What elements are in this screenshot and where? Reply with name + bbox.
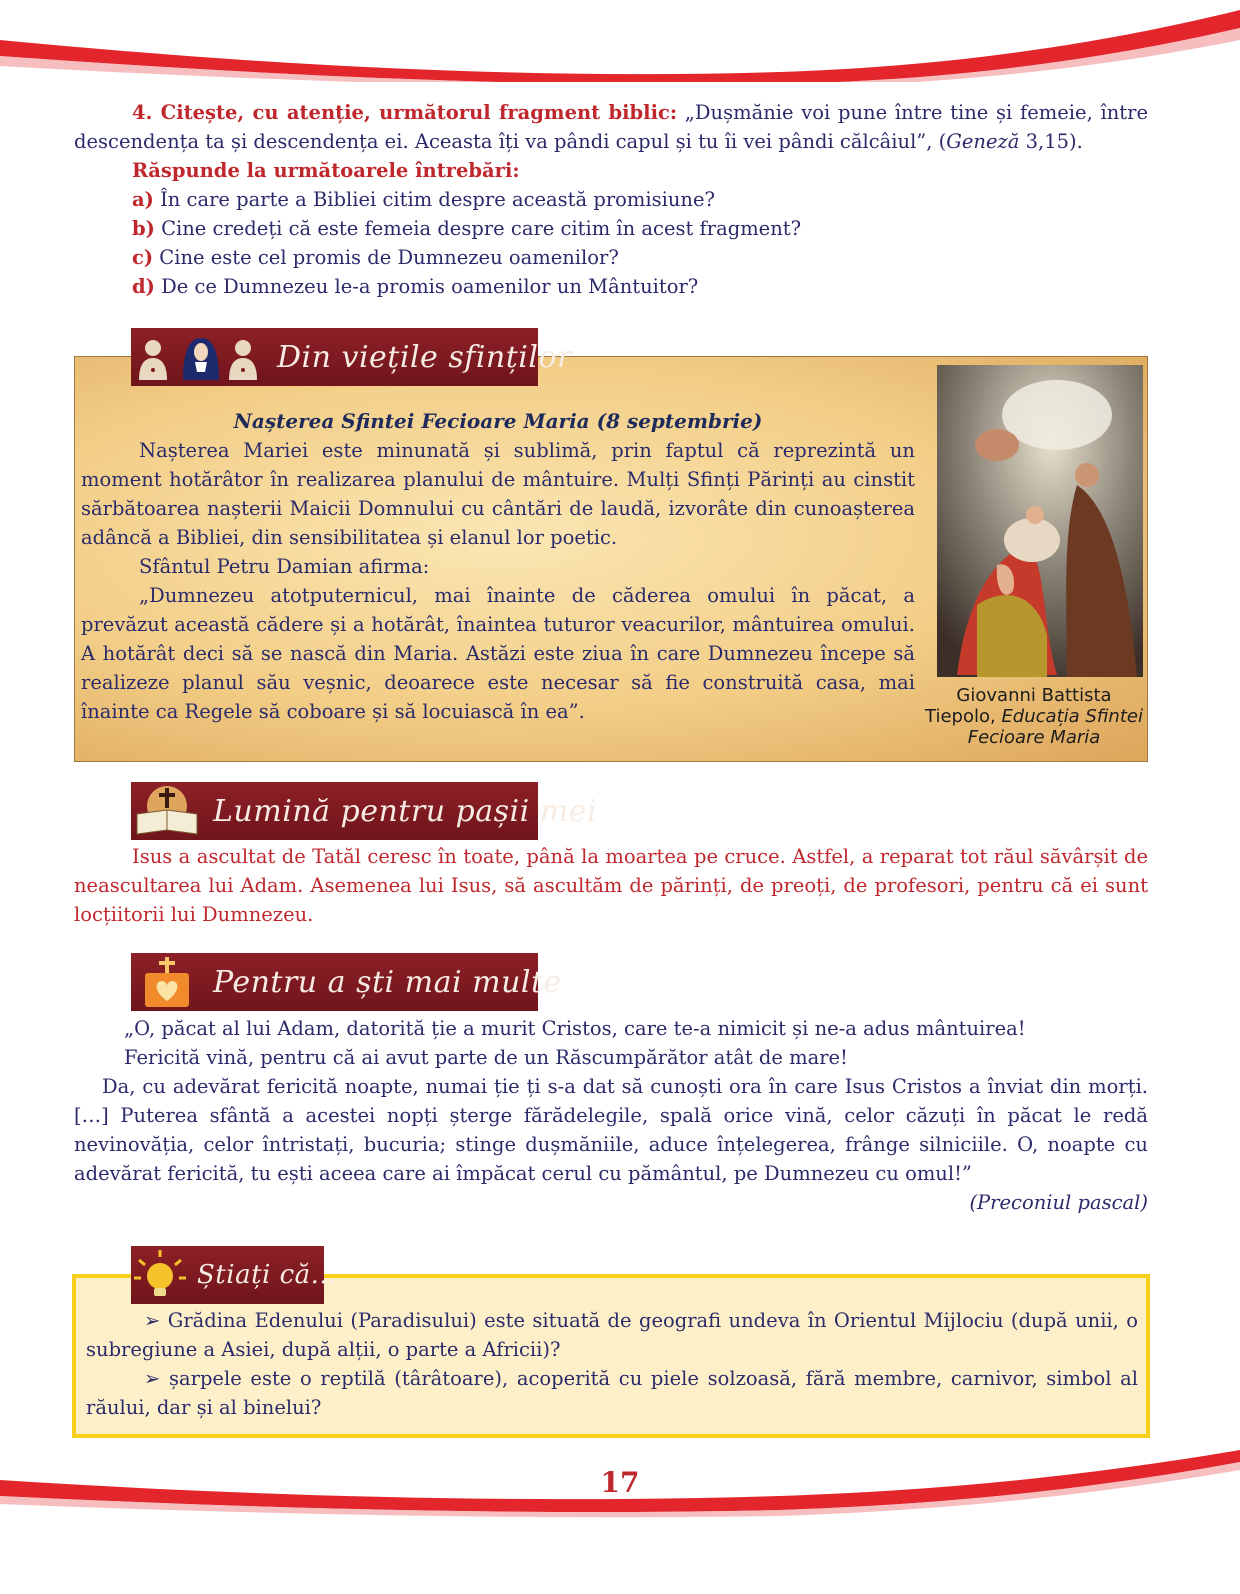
paschal-proclamation-text: [74, 1014, 1148, 1217]
question-label: d): [132, 275, 155, 298]
heart-cross-icon: [131, 955, 205, 1009]
banner-light-title: Lumină pentru pașii mei: [213, 793, 598, 829]
light-text: Isus a ascultat de Tatăl ceresc în toate, până la moartea pe cruce. Astfel, a reparat tot răul săvârșit de neascultarea lui Adam. Asemenea lui Isus, să ascultăm de părinți, de preoți, de profesori, pentru că ei sunt locțiitorii lui Dumnezeu.: [74, 845, 1148, 926]
saints-story-title: Nașterea Sfintei Fecioare Maria (8 septembrie): [233, 409, 763, 433]
saints-paragraph: Nașterea Mariei este minunată și sublimă, prin faptul că reprezintă un moment hotărâtor în realizarea planului de mântuire. Mulți Sfinți Părinți au cinstit sărbătoarea nașterii Maicii Domnului cu cântări de laudă, izvorâte din cunoașterea adâncă a Bibliei, din sensibilitatea și elanul lor poetic.: [81, 439, 915, 549]
tiepolo-painting-image: [937, 365, 1143, 677]
question-a: [132, 185, 1148, 214]
more-paragraph: Da, cu adevărat fericită noapte, numai ție ți s-a dat să cunoști ora în care Isus Cristos a înviat din morți. […] Puterea sfântă a acestei nopți șterge fărădelegile, spală orice vină, celor căzuți în păcat le redă nevinovăția, celor întristați, bucuria; stinge dușmăniile, aduce înțelegerea, frânge silniciile. O, noapte cu adevărat fericită, tu ești aceea care ai împăcat cerul cu pământul, pe Dumnezeu cu omul!”: [74, 1075, 1148, 1185]
exercise-4-quote: „Dușmănie voi pune între tine și femeie, între descendența ta și descendența ei. Aceasta îți va pândi capul și tu îi vei pândi călcâiul”, (: [74, 101, 1148, 153]
question-label: c): [132, 246, 154, 269]
painting-caption: [921, 685, 1147, 748]
saints-paragraph: Sfântul Petru Damian afirma:: [139, 555, 430, 578]
saints-text: [81, 407, 915, 726]
open-bible-icon: [131, 784, 205, 838]
question-label: b): [132, 217, 155, 240]
exercise-4-ref-rest: 3,15).: [1019, 130, 1083, 153]
did-you-know-item: [86, 1306, 1138, 1364]
bible-icon-wrap: [131, 784, 205, 838]
did-you-know-item: [86, 1364, 1138, 1422]
banner-more-title: Pentru a ști mai multe: [213, 964, 562, 1000]
arrow-bullet-icon: ➢: [144, 1367, 161, 1390]
exercise-4-prompt: [74, 98, 1148, 156]
exercise-4-ref-book: Geneză: [946, 130, 1020, 153]
exercise-4-heading: 4. Citește, cu atenție, următorul fragment biblic:: [132, 101, 678, 124]
question-text: De ce Dumnezeu le-a promis oamenilor un Mântuitor?: [154, 275, 699, 298]
did-you-know-item-text: Grădina Edenului (Paradisului) este situată de geografi undeva în Orientul Mijlociu (după unii, o subregiune a Asiei, după alții, o parte a Africii)?: [86, 1309, 1138, 1361]
questions-heading: Răspunde la următoarele întrebări:: [132, 159, 520, 182]
banner-did-you-know: [131, 1246, 337, 1304]
lightbulb-icon: [131, 1248, 189, 1302]
question-text: În care parte a Bibliei citim despre această promisiune?: [153, 188, 715, 211]
more-source: (Preconiul pascal): [969, 1191, 1148, 1214]
question-label: a): [132, 188, 154, 211]
arrow-bullet-icon: ➢: [144, 1309, 161, 1332]
banner-saints-title: Din viețile sfinților: [277, 339, 572, 375]
caption-work: Educația Sfintei Fecioare Maria: [967, 706, 1143, 748]
question-text: Cine credeți că este femeia despre care citim în acest fragment?: [154, 217, 802, 240]
did-you-know-text: [86, 1306, 1138, 1422]
did-you-know-item-text: șarpele este o reptilă (târâtoare), acoperită cu piele solzoasă, fără membre, carnivor, simbol al răului, dar și al binelui?: [86, 1367, 1139, 1419]
question-b: [132, 214, 1148, 243]
heart-book-icon-wrap: [131, 955, 205, 1009]
exercise-4: [74, 98, 1148, 301]
banner-light-for-my-steps: [131, 782, 598, 840]
banner-saints-lives: [131, 328, 572, 386]
more-line: „O, păcat al lui Adam, datorită ție a murit Cristos, care te-a nimicit și ne-a adus mântuirea!: [124, 1017, 1026, 1040]
banner-did-you-know-title: Știați că...: [197, 1260, 337, 1290]
banner-to-know-more: [131, 953, 562, 1011]
question-d: [132, 272, 1148, 301]
saints-icon: [131, 332, 269, 382]
question-c: [132, 243, 1148, 272]
saints-paragraph: „Dumnezeu atotputernicul, mai înainte de căderea omului în păcat, a prevăzut această cădere și a hotărât, înaintea tuturor veacurilor, mântuirea omului. A hotărât deci să se nască din Maria. Astăzi este ziua în care Dumnezeu începe să realizeze planul său veșnic, deoarece este necesar să fie construită casa, mai înainte ca Regele să coboare și să locuiască în ea”.: [81, 584, 915, 723]
saints-lives-box: [74, 356, 1148, 762]
page-number: 17: [600, 1466, 640, 1499]
question-text: Cine este cel promis de Dumnezeu oamenilor?: [153, 246, 619, 269]
more-line: Fericită vină, pentru că ai avut parte de un Răscumpărător atât de mare!: [124, 1046, 848, 1069]
top-decorative-swoosh: [0, 0, 1240, 82]
caption-author: Giovanni Battista Tiepolo,: [925, 685, 1112, 727]
saints-icons: [131, 332, 269, 382]
lightbulb-icon-wrap: [131, 1248, 189, 1302]
